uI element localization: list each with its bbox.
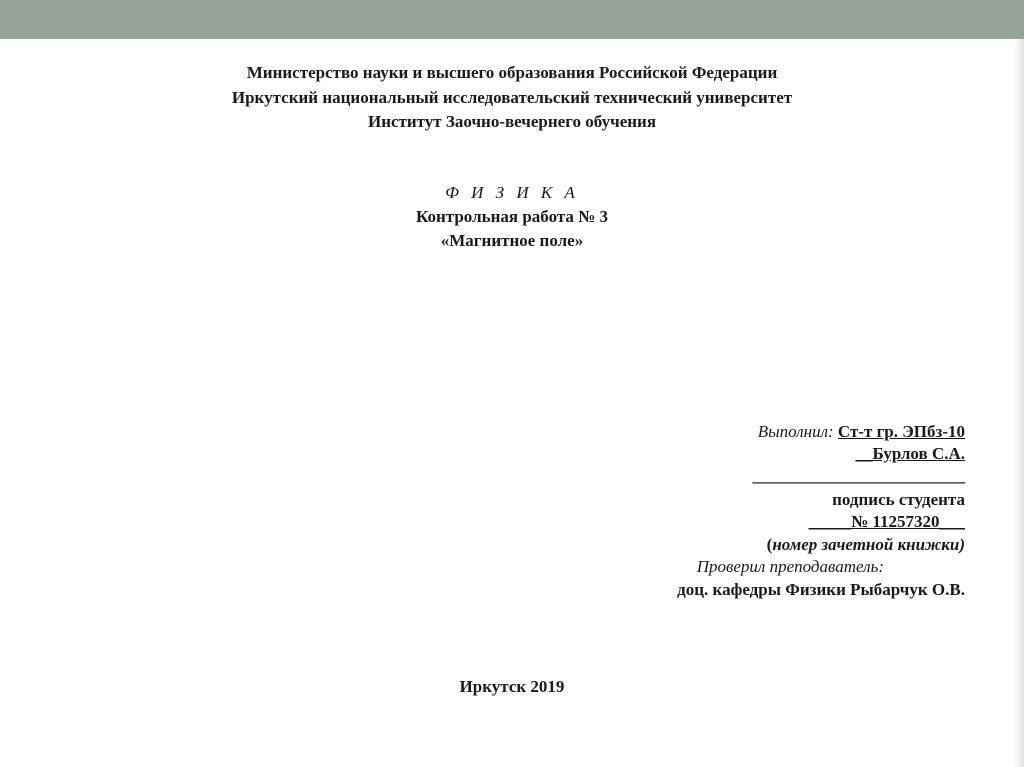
topic-title: «Магнитное поле»: [440, 231, 584, 250]
teacher-line: доц. кафедры Физики Рыбарчук О.В.: [677, 580, 965, 599]
signature-line: _________________________: [752, 466, 965, 485]
performed-label: Выполнил:: [757, 422, 834, 441]
work-title: Контрольная работа № 3: [416, 207, 608, 226]
institute-line: Институт Заочно-вечернего обучения: [367, 112, 657, 131]
checked-by-label: Проверил преподаватель:: [696, 557, 884, 576]
slide-top-band: [0, 0, 1024, 39]
university-line: Иркутский национальный исследовательский технический университет: [231, 88, 793, 107]
subject-title: Ф И З И К А: [445, 183, 579, 202]
performed-by-line: [758, 422, 965, 442]
page-edge-shadow: [1014, 39, 1024, 767]
gradebook-number: _____№ 11257320___: [808, 512, 965, 531]
gradebook-caption-line: [767, 535, 965, 555]
gradebook-caption: номер зачетной книжки): [772, 535, 965, 554]
student-group: Ст-т гр. ЭПбз-10: [837, 422, 965, 441]
student-name: __Бурлов С.А.: [855, 444, 965, 463]
ministry-line: Министерство науки и высшего образования Российской Федерации: [246, 63, 778, 82]
city-year: Иркутск 2019: [459, 677, 565, 696]
signature-caption: подпись студента: [832, 490, 965, 509]
gradebook-caption-open: (: [766, 535, 773, 554]
